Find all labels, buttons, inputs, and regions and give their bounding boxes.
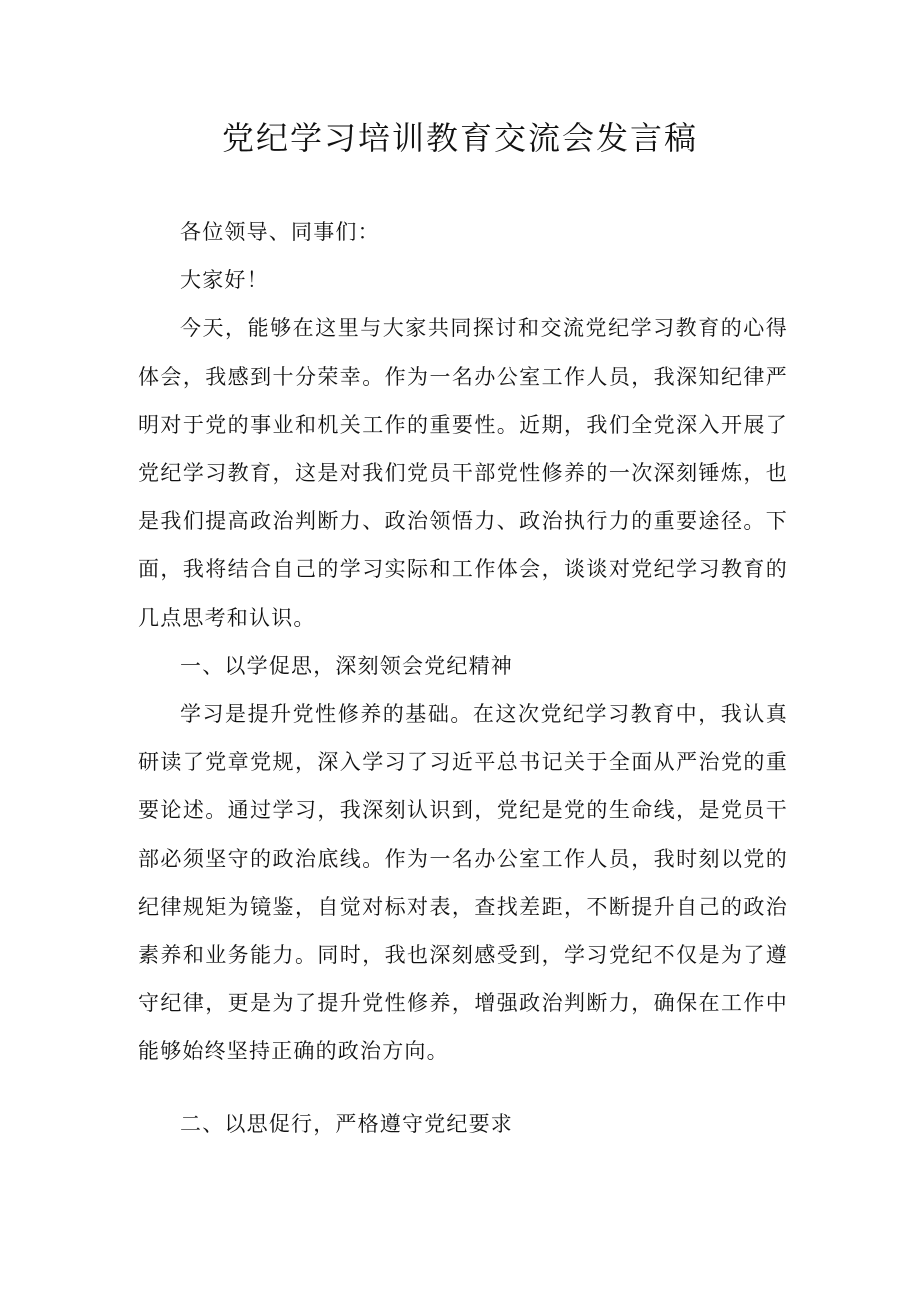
intro-paragraph: 今天，能够在这里与大家共同探讨和交流党纪学习教育的心得体会，我感到十分荣幸。作为一名办公室工作人员，我深知纪律严明对于党的事业和机关工作的重要性。近期，我们全党深入开展了党纪学习教育，这是对我们党员干部党性修养的一次深刻锤炼，也是我们提高政治判断力、政治领悟力、政治执行力的重要途径。下面，我将结合自己的学习实际和工作体会，谈谈对党纪学习教育的几点思考和认识。	[138, 316, 788, 630]
document-title: 党纪学习培训教育交流会发言稿	[221, 119, 698, 157]
greeting: 大家好！	[180, 268, 269, 293]
section-1-heading: 一、以学促思，深刻领会党纪精神	[180, 653, 513, 678]
section-1-paragraph: 学习是提升党性修养的基础。在这次党纪学习教育中，我认真研读了党章党规，深入学习了习近平总书记关于全面从严治党的重要论述。通过学习，我深刻认识到，党纪是党的生命线，是党员干部必须坚守的政治底线。作为一名办公室工作人员，我时刻以党的纪律规矩为镜鉴，自觉对标对表，查找差距，不断提升自己的政治素养和业务能力。同时，我也深刻感受到，学习党纪不仅是为了遵守纪律，更是为了提升党性修养，增强政治判断力，确保在工作中能够始终坚持正确的政治方向。	[138, 702, 788, 1064]
document-body	[138, 208, 788, 1148]
salutation: 各位领导、同事们：	[180, 220, 380, 244]
section-2-heading: 二、以思促行，严格遵守党纪要求	[180, 1111, 513, 1136]
